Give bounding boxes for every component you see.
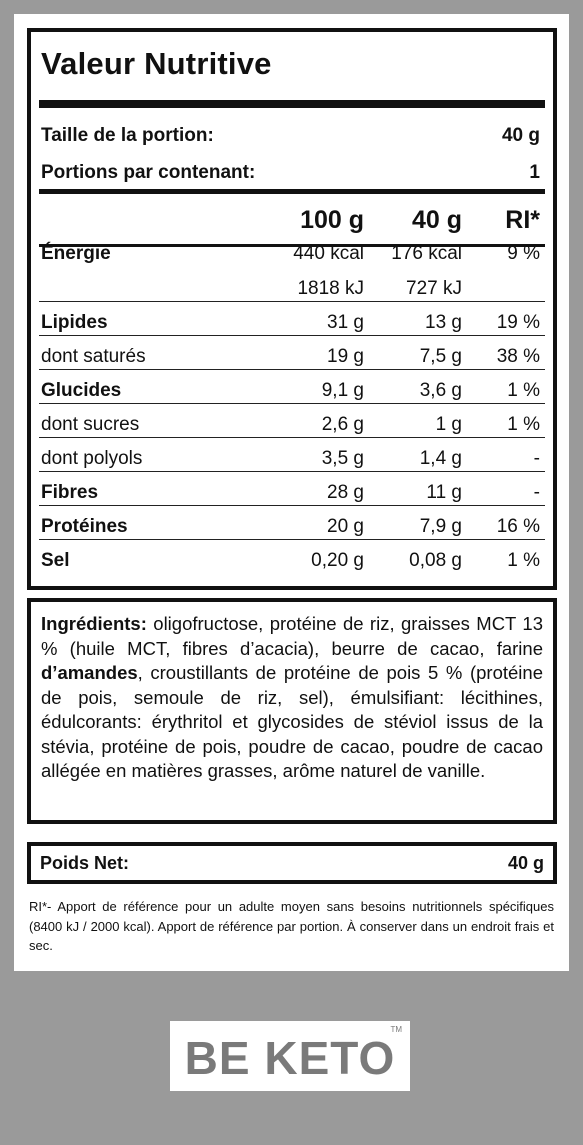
column-header-ri: RI* bbox=[505, 206, 540, 234]
nutrient-name: Fibres bbox=[41, 482, 99, 503]
thick-rule bbox=[39, 100, 545, 108]
net-weight-label: Poids Net: bbox=[40, 853, 130, 873]
value-ri: 38 % bbox=[496, 346, 540, 367]
nutrient-name: dont saturés bbox=[41, 346, 146, 367]
servings-label: Portions par contenant: bbox=[41, 162, 256, 183]
value-per-portion: 0,08 g bbox=[409, 550, 462, 571]
value-per-100g: 0,20 g bbox=[311, 550, 364, 571]
serving-size-value: 40 g bbox=[501, 125, 540, 146]
row-divider bbox=[39, 437, 545, 438]
ingredients-label: Ingrédients: bbox=[41, 613, 147, 634]
value-ri: 16 % bbox=[496, 516, 540, 537]
net-weight-panel bbox=[27, 842, 557, 884]
trademark-mark: TM bbox=[390, 1025, 402, 1034]
value-per-portion: 11 g bbox=[426, 482, 462, 503]
label-sheet bbox=[14, 14, 569, 971]
nutrient-name: Lipides bbox=[41, 312, 108, 333]
value-per-100g: 20 g bbox=[327, 516, 364, 537]
value-per-portion: 3,6 g bbox=[419, 380, 462, 401]
value-per-portion: 176 kcal bbox=[391, 243, 462, 264]
nutrient-name: dont sucres bbox=[41, 414, 140, 435]
value-per-portion: 7,5 g bbox=[419, 346, 462, 367]
nutrient-name: Sel bbox=[41, 550, 70, 571]
row-divider bbox=[39, 471, 545, 472]
row-divider bbox=[39, 301, 545, 302]
row-divider bbox=[39, 539, 545, 540]
row-divider bbox=[39, 505, 545, 506]
servings-value: 1 bbox=[529, 162, 540, 183]
value-ri: 9 % bbox=[507, 243, 540, 264]
value-per-100g: 440 kcal bbox=[293, 243, 364, 264]
nutrition-facts-panel bbox=[27, 28, 557, 590]
nutrient-name: dont polyols bbox=[41, 448, 143, 469]
ingredients-text-b: , croustillants de protéine de pois 5 % (protéine de pois, semoule de riz, sel), émulsifiant: lécithines, édulcorants: érythritol et glycosides de stéviol issus de la stévia, protéine de pois, poudre de cacao, poudre de cacao allégée en matières grasses, arôme naturel de vanille. bbox=[41, 662, 543, 781]
serving-size-label: Taille de la portion: bbox=[41, 125, 214, 146]
value-per-portion: 1,4 g bbox=[419, 448, 462, 469]
value-ri: - bbox=[533, 482, 540, 503]
value-ri: 1 % bbox=[507, 414, 540, 435]
value-per-portion: 727 kJ bbox=[406, 278, 462, 299]
value-per-100g: 19 g bbox=[327, 346, 364, 367]
thick-rule bbox=[39, 189, 545, 194]
value-ri: - bbox=[533, 448, 540, 469]
net-weight-value: 40 g bbox=[507, 853, 544, 873]
nutrient-name: Glucides bbox=[41, 380, 122, 401]
nutrition-title: Valeur Nutritive bbox=[41, 46, 272, 81]
nutrient-name: Protéines bbox=[41, 516, 128, 537]
value-per-100g: 9,1 g bbox=[321, 380, 364, 401]
row-divider bbox=[39, 403, 545, 404]
value-per-100g: 2,6 g bbox=[321, 414, 364, 435]
value-per-100g: 31 g bbox=[327, 312, 364, 333]
value-ri: 19 % bbox=[496, 312, 540, 333]
value-per-100g: 1818 kJ bbox=[297, 278, 364, 299]
value-per-100g: 3,5 g bbox=[321, 448, 364, 469]
value-per-portion: 1 g bbox=[435, 414, 462, 435]
row-divider bbox=[39, 369, 545, 370]
value-per-100g: 28 g bbox=[327, 482, 364, 503]
medium-rule bbox=[39, 244, 545, 247]
ingredients-text-a: oligofructose, protéine de riz, graisses MCT 13 % (huile MCT, fibres d’acacia), beurre de cacao, farine bbox=[41, 613, 543, 659]
footnote: RI*- Apport de référence pour un adulte moyen sans besoins nutritionnels spécifiques (8400 kJ / 2000 kcal). Apport de référence par portion. À conserver dans un endroit frais et sec. bbox=[29, 899, 554, 953]
column-header-40g: 40 g bbox=[411, 206, 462, 234]
brand-logo bbox=[170, 1021, 410, 1091]
nutrient-name: Énergie bbox=[41, 243, 111, 264]
column-header-100g: 100 g bbox=[300, 206, 364, 234]
brand-logo-text: BE KETO bbox=[184, 1032, 396, 1084]
value-per-portion: 13 g bbox=[425, 312, 462, 333]
ingredients-bold-allergen: d’amandes bbox=[41, 662, 138, 683]
ingredients-panel bbox=[27, 598, 557, 824]
value-per-portion: 7,9 g bbox=[419, 516, 462, 537]
value-ri: 1 % bbox=[507, 380, 540, 401]
value-ri: 1 % bbox=[507, 550, 540, 571]
row-divider bbox=[39, 335, 545, 336]
